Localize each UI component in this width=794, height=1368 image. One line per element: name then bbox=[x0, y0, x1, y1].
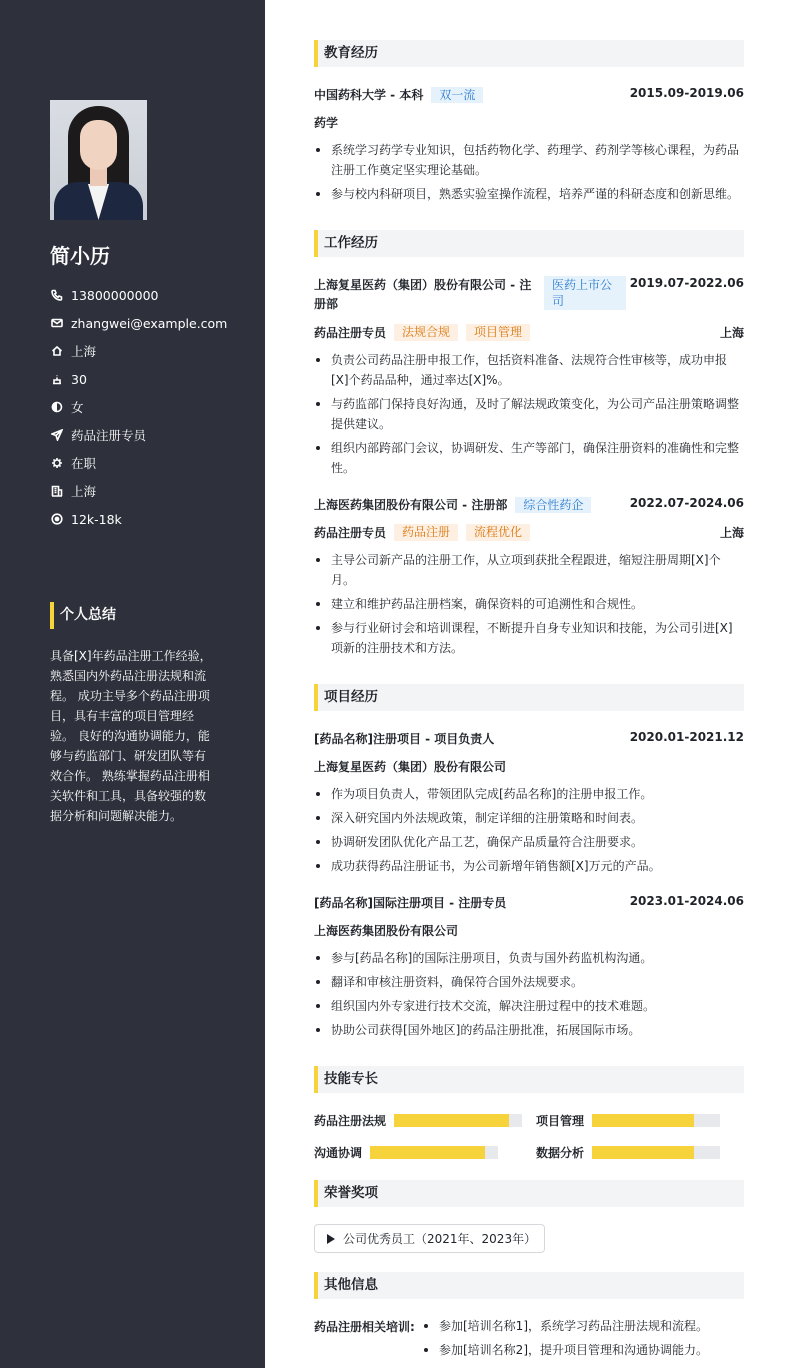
info-gender bbox=[50, 393, 227, 421]
job-bullets bbox=[314, 350, 744, 482]
info-text: 上海 bbox=[71, 484, 97, 499]
school-tag: 双一流 bbox=[431, 87, 483, 103]
age-icon bbox=[50, 373, 63, 386]
info-salary bbox=[50, 505, 227, 533]
info-text: 13800000000 bbox=[71, 287, 159, 303]
summary-title: 个人总结 bbox=[50, 602, 116, 629]
list-item: 与药监部门保持良好沟通，及时了解法规政策变化，为公司产品注册策略调整提供建议。 bbox=[314, 394, 744, 434]
skill-tag: 法规合规 bbox=[394, 324, 458, 341]
project-bullets bbox=[314, 948, 744, 1044]
job-bullets bbox=[314, 550, 744, 662]
education-major: 药学 bbox=[314, 116, 339, 130]
gender-icon bbox=[50, 401, 63, 414]
section-projects-title: 项目经历 bbox=[314, 684, 744, 711]
salary-icon bbox=[50, 513, 63, 526]
info-text: 女 bbox=[71, 400, 84, 415]
skill-name: 药品注册法规 bbox=[314, 1114, 387, 1128]
skill-tag: 项目管理 bbox=[466, 324, 530, 341]
contact-info bbox=[50, 281, 227, 533]
info-text: 上海 bbox=[71, 344, 97, 359]
company-name: 上海复星医药（集团）股份有限公司 - 注册部 bbox=[314, 278, 532, 311]
summary-text: 具备[X]年药品注册工作经验，熟悉国内外药品注册法规和流程。 成功主导多个药品注册项目，具有丰富的项目管理经验。 良好的沟通协调能力，能够与药监部门、研发团队等有效合作。 熟练掌握药品注册相关软件和工具，具备较强的数据分析和问题解决能力。 bbox=[50, 649, 212, 823]
project-org: 上海医药集团股份有限公司 bbox=[314, 924, 459, 938]
info-address bbox=[50, 337, 227, 365]
list-item: 成功获得药品注册证书，为公司新增年销售额[X]万元的产品。 bbox=[314, 856, 744, 876]
skill-tag: 药品注册 bbox=[394, 524, 458, 541]
skill-name: 项目管理 bbox=[536, 1114, 585, 1128]
info-text: 30 bbox=[71, 371, 87, 387]
education-row bbox=[314, 86, 744, 103]
list-item: 参与校内科研项目，熟悉实验室操作流程，培养严谨的科研态度和创新思维。 bbox=[314, 184, 744, 204]
skill-name: 沟通协调 bbox=[314, 1146, 363, 1160]
section-other-title: 其他信息 bbox=[314, 1272, 744, 1299]
skill-bar-fill bbox=[394, 1114, 509, 1127]
skill-bar-fill bbox=[592, 1146, 694, 1159]
list-item: 组织国内外专家进行技术交流，解决注册过程中的技术难题。 bbox=[314, 996, 744, 1016]
project-date: 2020.01-2021.12 bbox=[629, 730, 744, 744]
phone-icon bbox=[50, 289, 63, 302]
info-text: 药品注册专员 bbox=[71, 428, 147, 443]
sidebar bbox=[0, 0, 265, 1368]
info-phone bbox=[50, 281, 227, 309]
school-name: 中国药科大学 - 本科 bbox=[314, 88, 424, 102]
list-item: 建立和维护药品注册档案，确保资料的可追溯性和合规性。 bbox=[314, 594, 744, 614]
education-bullets bbox=[314, 140, 744, 208]
skill-tag: 流程优化 bbox=[466, 524, 530, 541]
other-bullets bbox=[422, 1316, 744, 1364]
list-item: 参与行业研讨会和培训课程，不断提升自身专业知识和技能，为公司引进[X]项新的注册技术和方法。 bbox=[314, 618, 744, 658]
company-tag: 医药上市公司 bbox=[544, 276, 626, 310]
list-item: 协调研发团队优化产品工艺，确保产品质量符合注册要求。 bbox=[314, 832, 744, 852]
job-role: 药品注册专员 bbox=[314, 526, 387, 540]
info-position bbox=[50, 421, 227, 449]
job-role-row bbox=[314, 524, 744, 541]
project-bullets bbox=[314, 784, 744, 880]
info-text: 在职 bbox=[71, 456, 97, 471]
other-label: 药品注册相关培训: bbox=[314, 1320, 415, 1334]
skill-bar-fill bbox=[592, 1114, 694, 1127]
list-item: 组织内部跨部门会议，协调研发、生产等部门，确保注册资料的准确性和完整性。 bbox=[314, 438, 744, 478]
candidate-name: 简小历 bbox=[50, 244, 110, 268]
building-icon bbox=[50, 485, 63, 498]
project-date: 2023.01-2024.06 bbox=[629, 894, 744, 908]
job-city: 上海 bbox=[719, 526, 744, 540]
send-icon bbox=[50, 429, 63, 442]
list-item: 翻译和审核注册资料，确保符合国外法规要求。 bbox=[314, 972, 744, 992]
education-date: 2015.09-2019.06 bbox=[629, 86, 744, 100]
list-item: 参加[培训名称1]，系统学习药品注册法规和流程。 bbox=[422, 1316, 744, 1336]
project-org: 上海复星医药（集团）股份有限公司 bbox=[314, 760, 507, 774]
project-name: [药品名称]注册项目 - 项目负责人 bbox=[314, 732, 495, 746]
list-item: 负责公司药品注册申报工作，包括资料准备、法规符合性审核等，成功申报[X]个药品品种，通过率达[X]%。 bbox=[314, 350, 744, 390]
info-status bbox=[50, 449, 227, 477]
list-item: 深入研究国内外法规政策，制定详细的注册策略和时间表。 bbox=[314, 808, 744, 828]
project-name: [药品名称]国际注册项目 - 注册专员 bbox=[314, 896, 507, 910]
project-row bbox=[314, 730, 744, 747]
status-icon bbox=[50, 457, 63, 470]
company-tag: 综合性药企 bbox=[515, 497, 591, 513]
job-row bbox=[314, 276, 744, 314]
skill-bar bbox=[394, 1114, 522, 1127]
skill-bar bbox=[370, 1146, 498, 1159]
list-item: 系统学习药学专业知识，包括药物化学、药理学、药剂学等核心课程，为药品注册工作奠定坚实理论基础。 bbox=[314, 140, 744, 180]
info-text: 12k-18k bbox=[71, 511, 122, 527]
list-item: 主导公司新产品的注册工作，从立项到获批全程跟进，缩短注册周期[X]个月。 bbox=[314, 550, 744, 590]
mail-icon bbox=[50, 317, 63, 330]
skill-item bbox=[314, 1144, 498, 1161]
job-role: 药品注册专员 bbox=[314, 326, 387, 340]
skill-item bbox=[536, 1112, 720, 1129]
expand-triangle-icon[interactable] bbox=[327, 1234, 335, 1244]
skill-item bbox=[314, 1112, 522, 1129]
award-text: 公司优秀员工（2021年、2023年） bbox=[343, 1232, 537, 1246]
skill-bar-fill bbox=[370, 1146, 485, 1159]
profile-photo bbox=[50, 100, 147, 220]
section-work-title: 工作经历 bbox=[314, 230, 744, 257]
award-item[interactable] bbox=[314, 1224, 545, 1253]
section-education-title: 教育经历 bbox=[314, 40, 744, 67]
skill-name: 数据分析 bbox=[536, 1146, 585, 1160]
list-item: 参加[培训名称2]，提升项目管理和沟通协调能力。 bbox=[422, 1340, 744, 1360]
skill-bar bbox=[592, 1146, 720, 1159]
company-name: 上海医药集团股份有限公司 - 注册部 bbox=[314, 498, 508, 512]
job-role-row bbox=[314, 324, 744, 341]
home-icon bbox=[50, 345, 63, 358]
list-item: 作为项目负责人，带领团队完成[药品名称]的注册申报工作。 bbox=[314, 784, 744, 804]
job-date: 2022.07-2024.06 bbox=[629, 496, 744, 510]
list-item: 参与[药品名称]的国际注册项目，负责与国外药监机构沟通。 bbox=[314, 948, 744, 968]
section-skills-title: 技能专长 bbox=[314, 1066, 744, 1093]
project-row bbox=[314, 894, 744, 911]
section-awards-title: 荣誉奖项 bbox=[314, 1180, 744, 1207]
info-city bbox=[50, 477, 227, 505]
skill-item bbox=[536, 1144, 720, 1161]
list-item: 协助公司获得[国外地区]的药品注册批准，拓展国际市场。 bbox=[314, 1020, 744, 1040]
job-row bbox=[314, 496, 744, 513]
info-age bbox=[50, 365, 227, 393]
job-date: 2019.07-2022.06 bbox=[629, 276, 744, 290]
info-email bbox=[50, 309, 227, 337]
skill-bar bbox=[592, 1114, 720, 1127]
info-text: zhangwei@example.com bbox=[71, 315, 228, 331]
job-city: 上海 bbox=[719, 326, 744, 340]
